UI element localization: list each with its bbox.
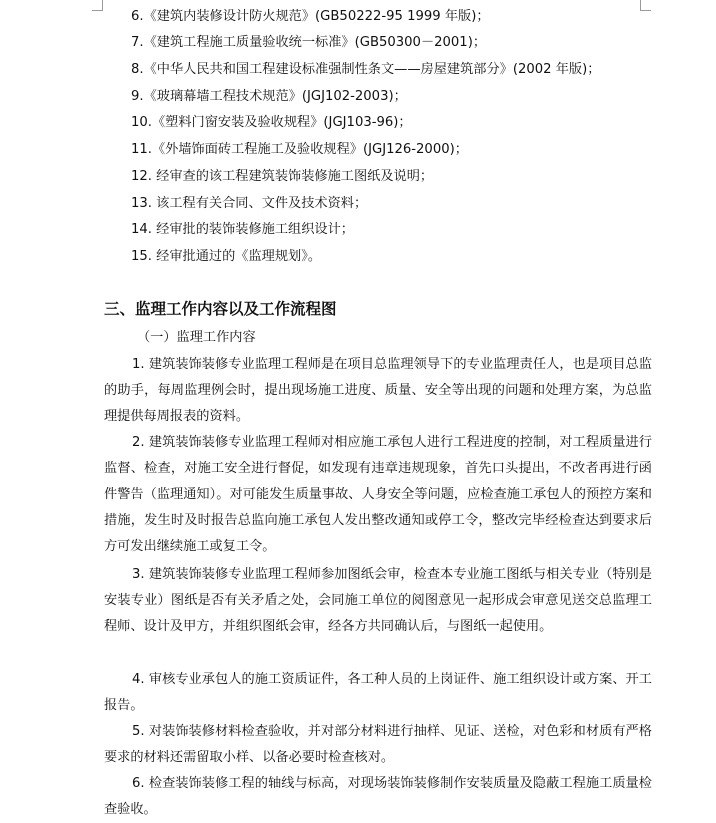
list-item: 7.《建筑工程施工质量验收统一标准》(GB50300－2001)； (131, 35, 487, 50)
list-item: 14. 经审批的装饰装修施工组织设计； (131, 222, 354, 237)
list-item: 15. 经审批通过的《监理规划》。 (131, 249, 322, 264)
list-item: 11.《外墙饰面砖工程施工及验收规程》(JGJ126-2000)； (131, 142, 468, 157)
list-item: 10.《塑料门窗安装及验收规程》(JGJ103-96)； (131, 115, 412, 130)
list-item: 13. 该工程有关合同、文件及技术资料； (131, 196, 368, 211)
page-margin-corner-mark (92, 0, 103, 11)
paragraph: 1. 建筑装饰装修专业监理工程师是在项目总监理领导下的专业监理责任人，也是项目总监的助手，每周监理例会时，提出现场施工进度、质量、安全等出现的问题和处理方案，为总监理提供每周报表的资料。 (104, 357, 652, 424)
list-item: 12. 经审查的该工程建筑装饰装修施工图纸及说明； (131, 169, 434, 184)
section-heading: 三、监理工作内容以及工作流程图 (104, 300, 337, 318)
paragraph: 5. 对装饰装修材料检查验收，并对部分材料进行抽样、见证、送检，对色彩和材质有严格要求的材料还需留取小样、以备必要时检查核对。 (104, 724, 652, 765)
paragraph: 6. 检查装饰装修工程的轴线与标高，对现场装饰装修制作安装质量及隐蔽工程施工质量检查验收。 (104, 776, 652, 817)
page-margin-corner-mark (640, 0, 651, 11)
list-item: 6.《建筑内装修设计防火规范》(GB50222-95 1999 年版)； (131, 9, 490, 24)
list-item: 8.《中华人民共和国工程建设标准强制性条文——房屋建筑部分》(2002 年版)； (131, 62, 601, 77)
paragraph: 3. 建筑装饰装修专业监理工程师参加图纸会审，检查本专业施工图纸与相关专业（特别是安装专业）图纸是否有关矛盾之处，会同施工单位的阅图意见一起形成会审意见送交总监理工程师、设计及甲方，并组织图纸会审，经各方共同确认后，与图纸一起使用。 (104, 567, 652, 634)
paragraph: 4. 审核专业承包人的施工资质证件，各工种人员的上岗证件、施工组织设计或方案、开工报告。 (104, 672, 652, 713)
list-item: 9.《玻璃幕墙工程技术规范》(JGJ102-2003)； (131, 89, 407, 104)
paragraph: 2. 建筑装饰装修专业监理工程师对相应施工承包人进行工程进度的控制，对工程质量进行监督、检查，对施工安全进行督促，如发现有违章违规现象，首先口头提出，不改者再进行函件警告（监理通知）。对可能发生质量事故、人身安全等问题，应检查施工承包人的预控方案和措施，发生时及时报告总监向施工承包人发出整改通知或停工令，整改完毕经检查达到要求后方可发出继续施工或复工令。 (104, 435, 652, 554)
subsection-heading: （一）监理工作内容 (137, 330, 256, 345)
